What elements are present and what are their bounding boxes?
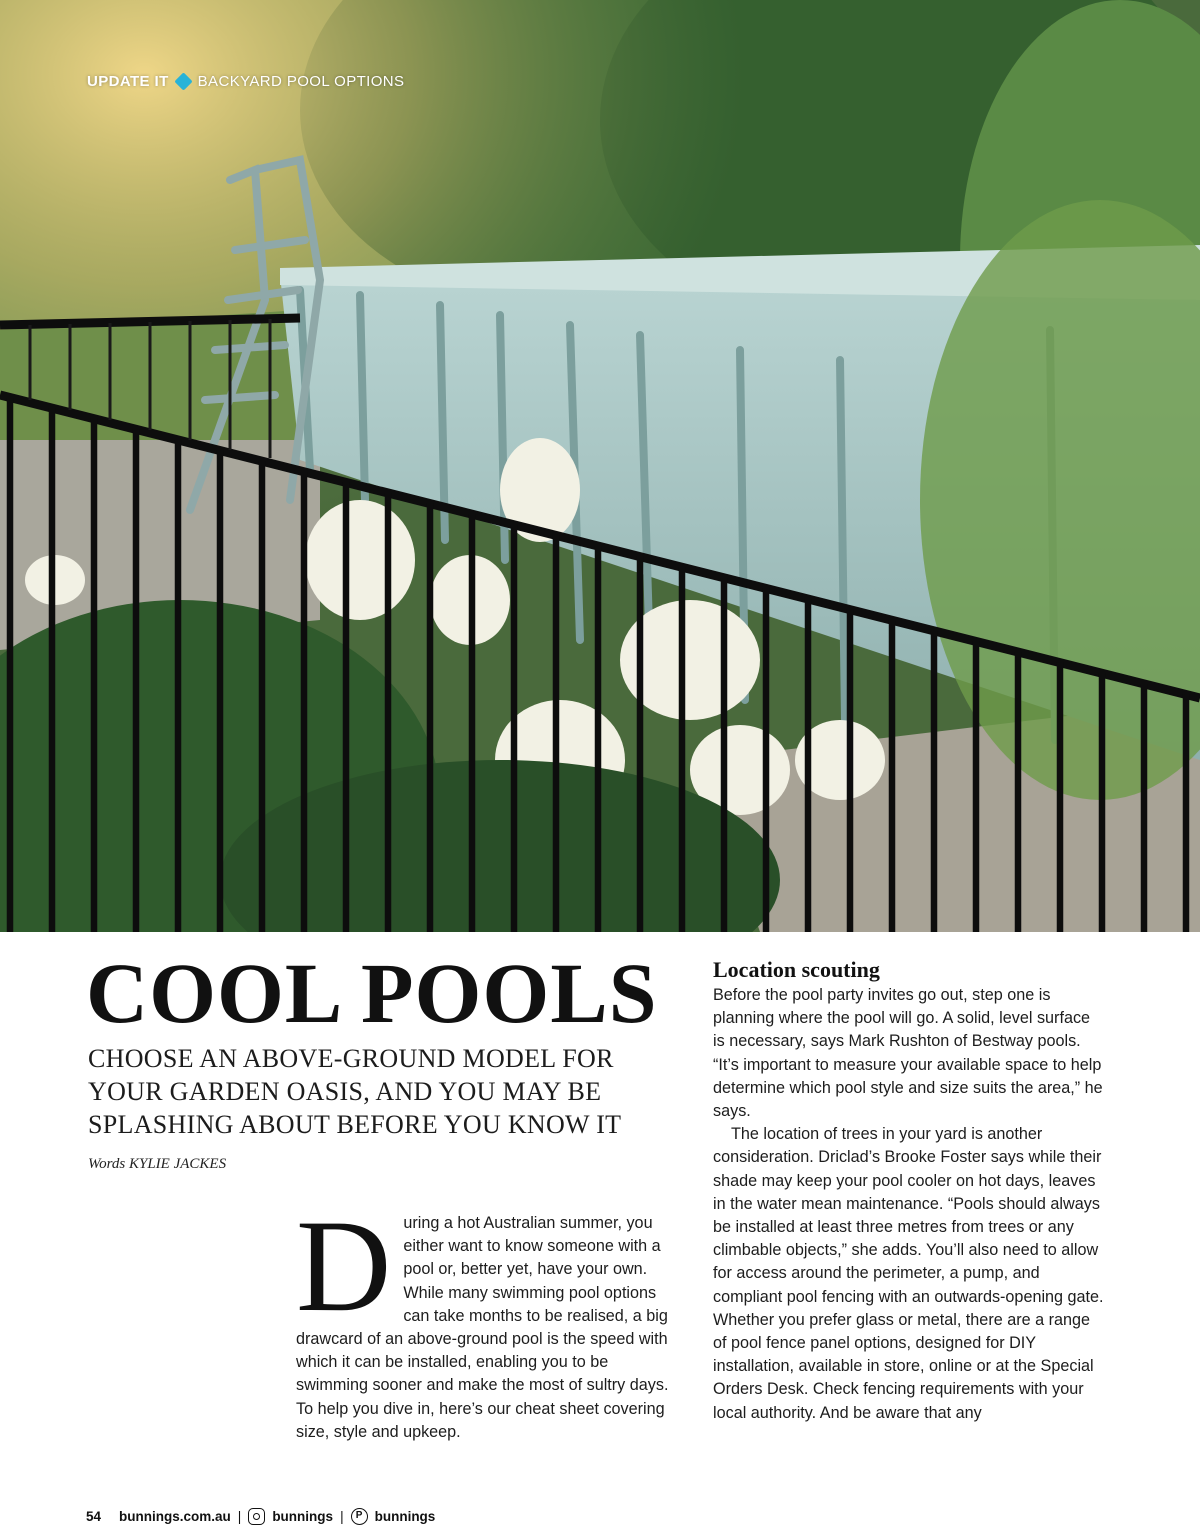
- instagram-icon[interactable]: [248, 1508, 265, 1525]
- byline: Words KYLIE JACKES: [88, 1156, 227, 1172]
- drop-cap: D: [296, 1192, 392, 1339]
- body-paragraph: The location of trees in your yard is another consideration. Driclad’s Brooke Foster says while their shade may keep your pool cooler on hot days, leaves in the water mean maintenance. “Pools should always be installed at least three metres from trees or any climbable objects,” she adds. You’ll also need to allow for access around the perimeter, a pump, and compliant pool fencing with an outwards-opening gate. Whether you prefer glass or metal, there are a range of pool fence panel options, designed for DIY installation, available in store, online or at the Special Orders Desk. Check fencing requirements with your local authority. And be aware that any: [713, 1125, 1104, 1422]
- body-column-right: [713, 956, 1105, 1425]
- diamond-icon: [174, 72, 192, 90]
- intro-text: uring a hot Australian summer, you either want to know someone with a pool or, better yet, have your own. While many swimming pool options can take months to be realised, a big drawcard of an above-ground pool is the speed with which it can be installed, enabling you to be swimming sooner and make the most of sultry days. To help you dive in, here’s our cheat sheet covering size, style and upkeep.: [296, 1214, 669, 1441]
- intro-paragraph: [296, 1192, 676, 1444]
- page-footer: [86, 1506, 435, 1526]
- section-heading: Location scouting: [713, 957, 880, 982]
- instagram-handle[interactable]: bunnings: [272, 1508, 334, 1524]
- article-subtitle: CHOOSE AN ABOVE-GROUND MODEL FOR YOUR GARDEN OASIS, AND YOU MAY BE SPLASHING ABOUT BEFORE YOU KNOW IT: [88, 1044, 622, 1139]
- section-label: UPDATE IT: [87, 72, 169, 90]
- body-paragraph: Before the pool party invites go out, step one is planning where the pool will go. A solid, level surface is necessary, says Mark Rushton of Bestway pools. “It’s important to measure your available space to help determine which pool style and size suits the area,” he says.: [713, 986, 1103, 1121]
- pinterest-handle[interactable]: bunnings: [374, 1508, 436, 1524]
- pinterest-icon[interactable]: P: [351, 1508, 368, 1525]
- section-kicker: [87, 71, 404, 91]
- separator: |: [237, 1508, 242, 1524]
- topic-label: BACKYARD POOL OPTIONS: [197, 72, 405, 90]
- separator: |: [340, 1508, 344, 1524]
- article-title: COOL POOLS: [86, 945, 658, 1041]
- page-number: 54: [86, 1508, 102, 1524]
- website-link[interactable]: bunnings.com.au: [119, 1508, 231, 1524]
